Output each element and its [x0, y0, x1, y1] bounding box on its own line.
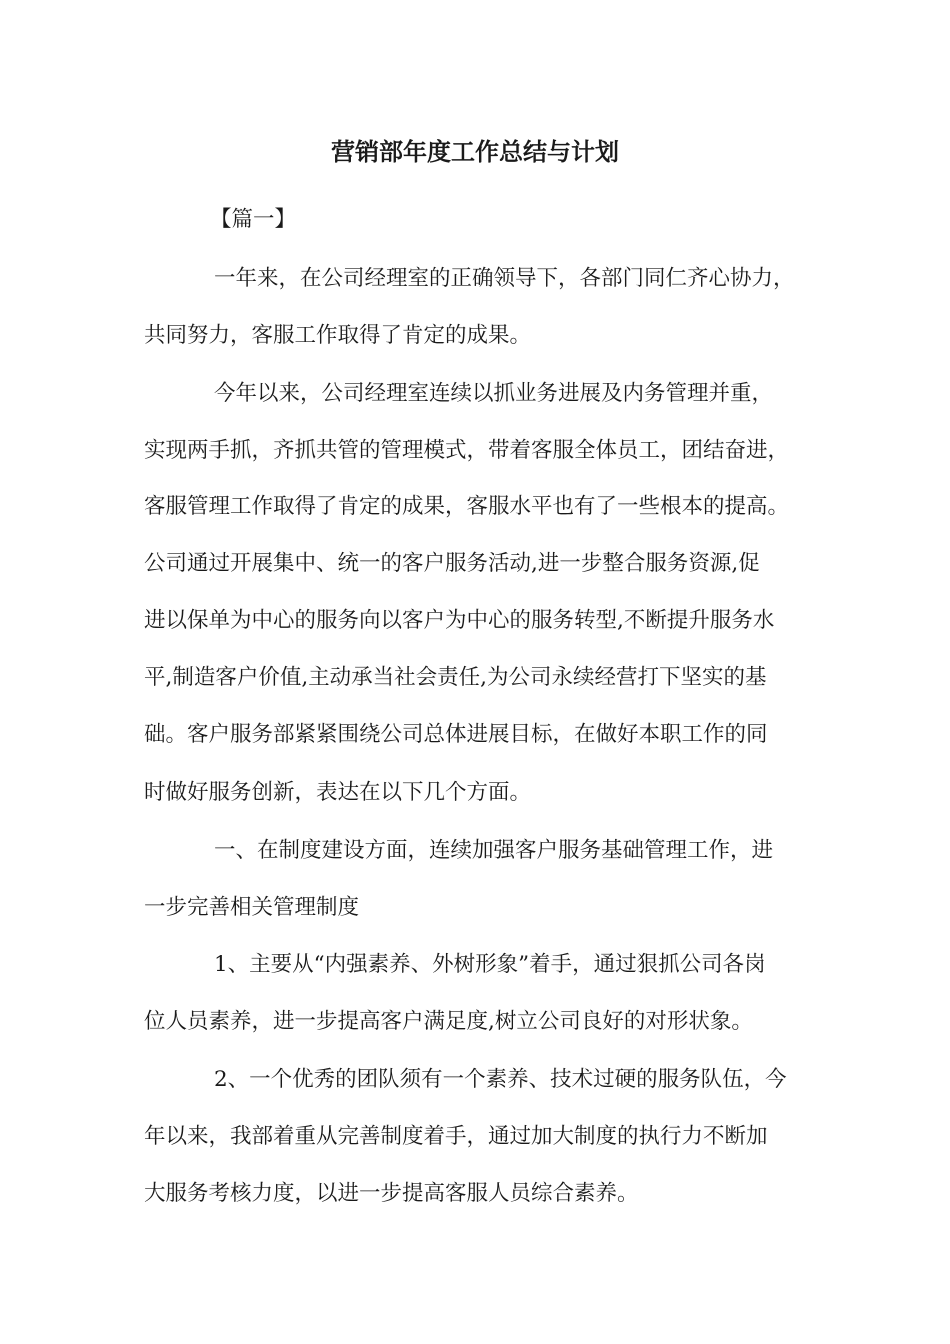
- text-line: 年以来，我部着重从完善制度着手，通过加大制度的执行力不断加: [144, 1124, 768, 1149]
- text-line: 共同努力，客服工作取得了肯定的成果。: [144, 323, 532, 348]
- text-line: 客服管理工作取得了肯定的成果，客服水平也有了一些根本的提高。: [144, 494, 790, 519]
- text-line: 一、在制度建设方面，连续加强客户服务基础管理工作，进: [214, 838, 774, 863]
- text-line: 平,制造客户价值,主动承当社会责任,为公司永续经营打下坚实的基: [144, 665, 767, 690]
- text-line: 一年来，在公司经理室的正确领导下，各部门同仁齐心协力，: [214, 266, 795, 291]
- text-line: 大服务考核力度，以进一步提高客服人员综合素养。: [144, 1181, 639, 1206]
- text-line: 2、一个优秀的团队须有一个素养、技术过硬的服务队伍，今: [214, 1067, 787, 1092]
- section-label: 【篇一】: [210, 207, 297, 232]
- text-line: 1、主要从“内强素养、外树形象”着手，通过狠抓公司各岗: [214, 952, 766, 977]
- text-line: 时做好服务创新，表达在以下几个方面。: [144, 780, 532, 805]
- text-line: 础。客户服务部紧紧围绕公司总体进展目标，在做好本职工作的同: [144, 722, 768, 747]
- text-line: 位人员素养，进一步提高客户满足度,树立公司良好的对形状象。: [144, 1009, 753, 1034]
- document-title: 营销部年度工作总结与计划: [331, 137, 619, 166]
- text-line: 进以保单为中心的服务向以客户为中心的服务转型,不断提升服务水: [144, 608, 775, 633]
- text-line: 实现两手抓，齐抓共管的管理模式，带着客服全体员工，团结奋进，: [144, 438, 790, 463]
- text-line: 今年以来，公司经理室连续以抓业务进展及内务管理并重，: [214, 381, 774, 406]
- text-line: 一步完善相关管理制度: [144, 895, 360, 920]
- text-line: 公司通过开展集中、统一的客户服务活动,进一步整合服务资源,促: [144, 551, 760, 576]
